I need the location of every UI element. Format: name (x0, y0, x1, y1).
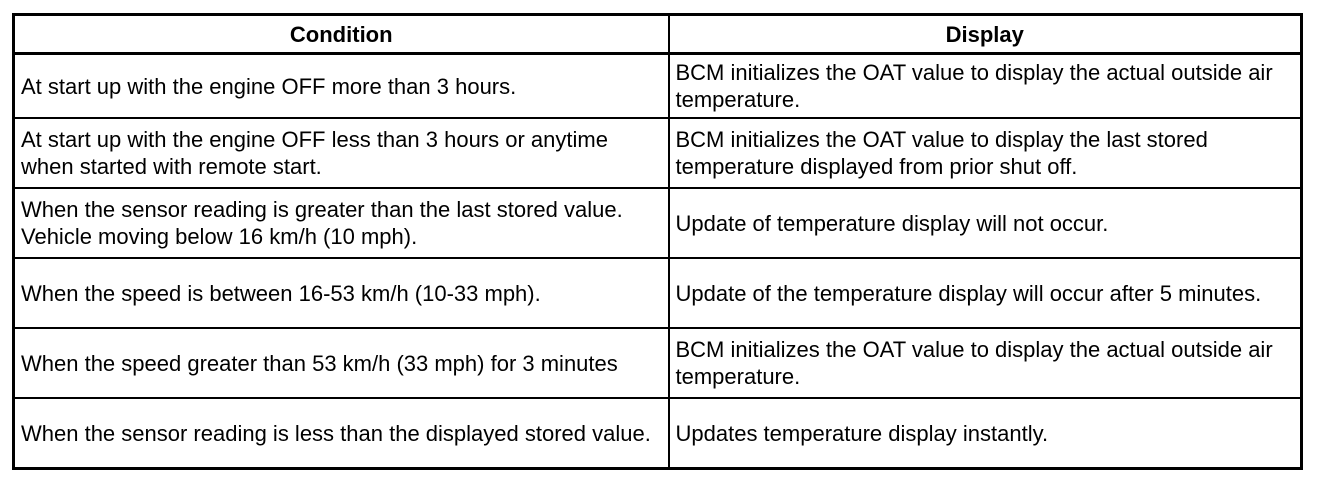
display-cell: BCM initializes the OAT value to display the actual outside air temperature. (669, 328, 1302, 398)
display-cell: BCM initializes the OAT value to display the last stored temperature displayed from prior shut off. (669, 118, 1302, 188)
display-cell: Updates temperature display instantly. (669, 398, 1302, 469)
display-cell: BCM initializes the OAT value to display the actual outside air temperature. (669, 54, 1302, 119)
table-row (14, 398, 1302, 469)
oat-condition-display-table (12, 13, 1303, 470)
condition-cell: When the speed is between 16-53 km/h (10-33 mph). (14, 258, 669, 328)
condition-cell: When the sensor reading is less than the displayed stored value. (14, 398, 669, 469)
table-header-row (14, 15, 1302, 54)
condition-cell: When the sensor reading is greater than the last stored value. Vehicle moving below 16 km/h (10 mph). (14, 188, 669, 258)
condition-cell: When the speed greater than 53 km/h (33 mph) for 3 minutes (14, 328, 669, 398)
condition-column-header: Condition (14, 15, 669, 54)
display-column-header: Display (669, 15, 1302, 54)
table-row (14, 328, 1302, 398)
condition-cell: At start up with the engine OFF more than 3 hours. (14, 54, 669, 119)
table-row (14, 54, 1302, 119)
table-row (14, 188, 1302, 258)
display-cell: Update of temperature display will not occur. (669, 188, 1302, 258)
table-row (14, 258, 1302, 328)
condition-cell: At start up with the engine OFF less than 3 hours or anytime when started with remote start. (14, 118, 669, 188)
display-cell: Update of the temperature display will occur after 5 minutes. (669, 258, 1302, 328)
table-row (14, 118, 1302, 188)
